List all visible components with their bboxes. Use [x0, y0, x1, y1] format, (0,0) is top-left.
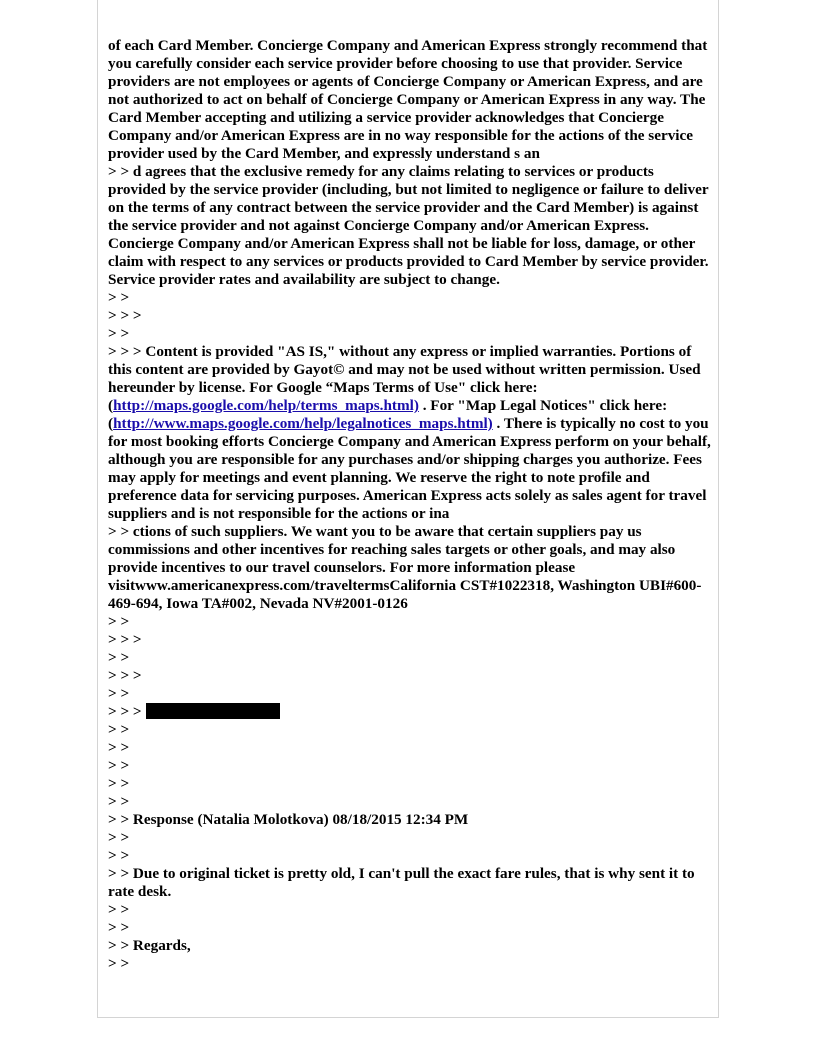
- disclaimer-paragraph-2: > > d agrees that the exclusive remedy for any claims relating to services or products provided by the service provider (including, but not limited to negligence or failure to deliver on the terms of any contract between the service provider and the Card Member) is against the service provider and not against Concierge Company and/or American Express. Concierge Company and/or American Express shall not be liable for loss, damage, or other claim with respect to any services or products provided to Card Member by service provider. Service provider rates and availability are subject to change.: [108, 163, 709, 288]
- quote-marker: > >: [108, 325, 130, 342]
- quote-marker: > >: [108, 649, 130, 666]
- content-disclaimer-text-1: > > > Content is provided "AS IS," without any express or implied warranties. Portions of this content are provided by Gayot© and may not be used without written permission. Used hereunder by license. For Google “Maps Terms of Use" click here: (: [108, 343, 701, 414]
- quote-marker: > >: [108, 739, 130, 756]
- quote-marker: > >: [108, 829, 130, 846]
- quote-marker: > >: [108, 757, 130, 774]
- disclaimer-paragraph-1: of each Card Member. Concierge Company and American Express strongly recommend that you carefully consider each service provider before choosing to use that provider. Service providers are not employees or agents of Concierge Company or American Express, and are not authorized to act on behalf of Concierge Company or American Express in any way. The Card Member accepting and utilizing a service provider acknowledges that Concierge Company and/or American Express are in no way responsible for the actions of the service provider used by the Card Member, and expressly understand s an: [108, 37, 708, 162]
- email-body: [108, 37, 714, 973]
- quote-marker: > > >: [108, 667, 142, 684]
- redacted-line: [108, 703, 714, 721]
- response-header: > > Response (Natalia Molotkova) 08/18/2015 12:34 PM: [108, 811, 469, 828]
- content-disclaimer-paragraph: [108, 343, 714, 523]
- response-body: > > Due to original ticket is pretty old, I can't pull the exact fare rules, that is why sent it to rate desk.: [108, 865, 695, 900]
- quote-marker: > >: [108, 847, 130, 864]
- quote-marker: > >: [108, 613, 130, 630]
- redaction-bar: [146, 703, 280, 719]
- quote-marker: > >: [108, 775, 130, 792]
- quote-marker: > > >: [108, 631, 142, 648]
- google-map-legal-notices-link[interactable]: http://www.maps.google.com/help/legalnotices_maps.html): [113, 415, 493, 432]
- quote-marker: > > >: [108, 703, 142, 720]
- content-disclaimer-text-2: . For "Map Legal Notices" click here: (: [108, 397, 668, 432]
- content-disclaimer-text-3: . There is typically no cost to you for most booking efforts Concierge Company and American Express perform on your behalf, although you are responsible for any purchases and/or shipping charges you authorize. Fees may apply for meetings and event planning. We reserve the right to note profile and preference data for servicing purposes. American Express acts solely as sales agent for travel suppliers and is not responsible for the actions or ina: [108, 415, 711, 522]
- quote-marker: > >: [108, 901, 130, 918]
- quote-marker: > >: [108, 685, 130, 702]
- google-maps-terms-link[interactable]: http://maps.google.com/help/terms_maps.html): [113, 397, 419, 414]
- supplier-disclosure-paragraph: > > ctions of such suppliers. We want you to be aware that certain suppliers pay us commissions and other incentives for reaching sales targets or other goals, and may also provide incentives to our travel counselors. For more information please visitwww.americanexpress.com/traveltermsCalifornia CST#1022318, Washington UBI#600-469-694, Iowa TA#002, Nevada NV#2001-0126: [108, 523, 702, 612]
- quote-marker: > >: [108, 919, 130, 936]
- quote-marker: > >: [108, 721, 130, 738]
- quote-marker: > >: [108, 955, 130, 972]
- quote-marker: > > >: [108, 307, 142, 324]
- quote-marker: > >: [108, 289, 130, 306]
- quote-marker: > >: [108, 793, 130, 810]
- regards-line: > > Regards,: [108, 937, 191, 954]
